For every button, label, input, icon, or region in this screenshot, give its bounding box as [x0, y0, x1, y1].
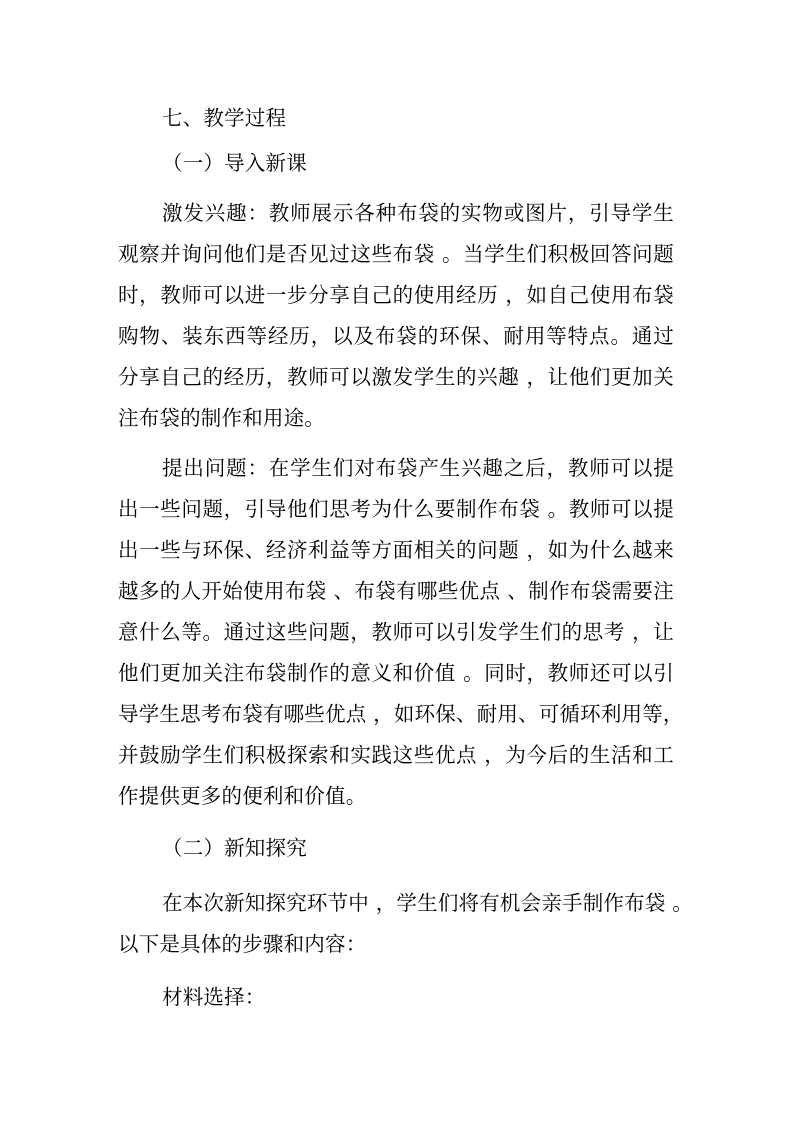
paragraph-line: 他们更加关注布袋制作的意义和价值 。同时，教师还可以引 [118, 661, 674, 685]
paragraph-line: 购物、装东西等经历，以及布袋的环保、耐用等特点。通过 [118, 324, 674, 348]
paragraph-line: 以下是具体的步骤和内容： [118, 932, 367, 956]
paragraph-line: 提出问题：在学生们对布袋产生兴趣之后，教师可以提 [162, 456, 674, 480]
paragraph-line: 导学生思考布袋有哪些优点 ，如环保、耐用、可循环利用等， [118, 702, 684, 726]
paragraph-line: 作提供更多的便利和价值。 [118, 784, 367, 808]
paragraph-line: 意什么等。通过这些问题，教师可以引发学生们的思考 ，让 [118, 620, 674, 644]
paragraph-line: 并鼓励学生们积极探索和实践这些优点 ，为今后的生活和工 [118, 743, 674, 767]
paragraph-line: 出一些与环保、经济利益等方面相关的问题 ，如为什么越来 [118, 538, 674, 562]
paragraph-line: 出一些问题，引导他们思考为什么要制作布袋 。教师可以提 [118, 497, 674, 521]
subsection-heading-intro: （一）导入新课 [162, 151, 307, 175]
material-label: 材料选择： [162, 985, 266, 1009]
paragraph-line: 在本次新知探究环节中 ，学生们将有机会亲手制作布袋 。 [162, 891, 693, 915]
paragraph-line: 观察并询问他们是否见过这些布袋 。当学生们积极回答问题 [118, 242, 674, 266]
paragraph-line: 越多的人开始使用布袋 、布袋有哪些优点 、制作布袋需要注 [118, 579, 674, 603]
section-heading: 七、教学过程 [162, 106, 287, 130]
paragraph-line: 注布袋的制作和用途。 [118, 406, 325, 430]
paragraph-line: 分享自己的经历，教师可以激发学生的兴趣 ，让他们更加关 [118, 365, 674, 389]
subsection-heading-explore: （二）新知探究 [162, 836, 307, 860]
paragraph-line: 时，教师可以进一步分享自己的使用经历 ，如自己使用布袋 [118, 283, 674, 307]
paragraph-line: 激发兴趣：教师展示各种布袋的实物或图片，引导学生 [162, 201, 674, 225]
